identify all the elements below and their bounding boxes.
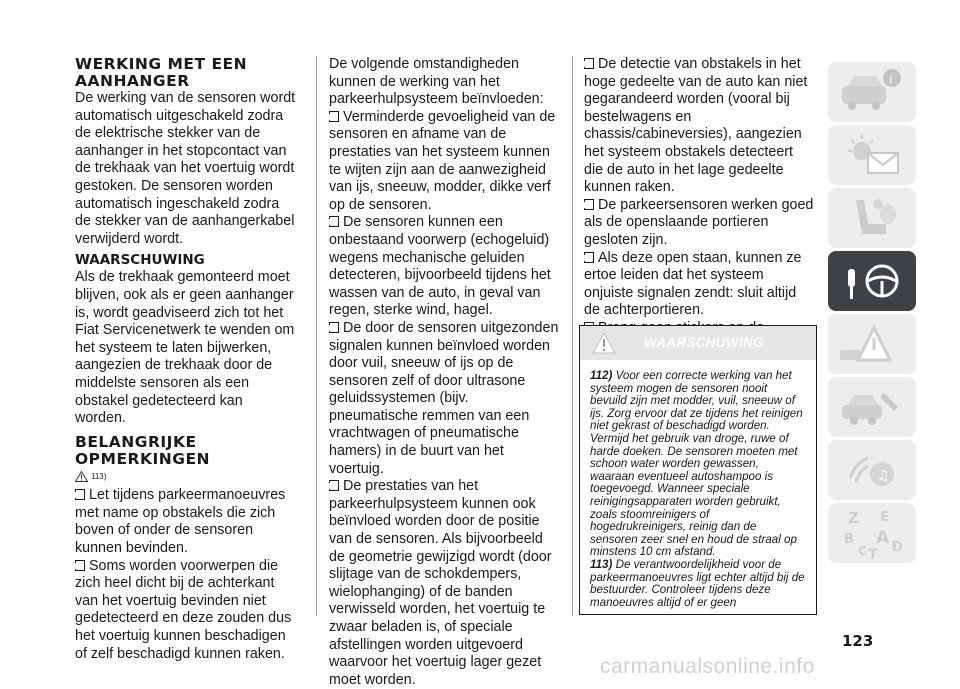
list-item: De door de sensoren uitgezonden signalen kunnen beïnvloed worden door vuil, sneeuw of ijs op de sensoren zelf of door ultrasone geluidssystemen (bijv. pneumatische remmen van een vrachtwagen of pneumatische hamers) in de buurt van het voertuig. (329, 319, 559, 477)
svg-text:i: i (889, 71, 893, 86)
svg-text:♫: ♫ (877, 468, 890, 484)
car-info-icon (828, 62, 916, 122)
warning-lights-icon (828, 125, 916, 185)
note-number: 112) (590, 369, 613, 382)
chapter-tabs (828, 62, 918, 566)
list-item: Soms worden voorwerpen die zich heel dicht bij de achterkant van het voertuig bevinden niet gedetecteerd en deze zouden dus het voertuig kunnen beschadigen of zelf beschadigd kunnen raken. (75, 557, 292, 662)
column-divider (572, 56, 573, 616)
list-item: Let tijdens parkeermanoeuvres met name op obstakels die zich boven of onder de sensoren kunnen bevinden. (75, 487, 286, 557)
footer-watermark: carmanualsonline.info (600, 655, 815, 678)
bullet-icon (329, 216, 339, 227)
car-service-icon (828, 377, 916, 437)
column-2 (329, 56, 561, 689)
tab-multimedia[interactable] (828, 440, 916, 500)
index-letters-icon (828, 503, 916, 563)
note-number: 113) (590, 557, 613, 571)
bullet-icon (75, 489, 85, 500)
note-text: Voor een correcte werking van het systeem mogen de sensoren nooit bevuild zijn met modder, vuil, sneeuw of ijs. Zorg ervoor dat ze tijdens het reinigen niet gekrast of beschadigd worden. Vermijd het gebruik van droge, ruwe of harde doeken. De sensoren moeten met schoon water worden gewassen, waaraan eventueel autoshampoo is toegevoegd. Wanneer speciale reinigingsapparaten worden gebruikt, zoals stoomreinigers of hogedrukreinigers, reinig dan de sensoren zeer snel en houd de straal op minstens 10 cm afstand. (590, 369, 803, 559)
section-heading-notes: BELANGRIJKE OPMERKINGEN (75, 432, 211, 468)
bullet-icon (584, 58, 594, 69)
warning-box-title: WAARSCHUWING (644, 335, 764, 350)
column-3 (584, 56, 816, 355)
bullet-icon (584, 199, 594, 210)
svg-text:E: E (880, 510, 889, 525)
tab-airbag-seat[interactable] (828, 188, 916, 248)
breakdown-triangle-icon (828, 314, 916, 374)
tab-key-steering-wheel[interactable] (828, 251, 916, 311)
tab-car-info[interactable] (828, 62, 916, 122)
bullet-icon (329, 111, 339, 122)
airbag-seat-icon (828, 188, 916, 248)
list-item: Als deze open staan, kunnen ze ertoe leiden dat het systeem onjuiste signalen zendt: sluit altijd de achterportieren. (584, 249, 802, 319)
warning-heading: WAARSCHUWING (75, 252, 205, 269)
list-item: De parkeersensoren werken goed als de openslaande portieren gesloten zijn. (584, 196, 814, 248)
tab-warning-lights[interactable] (828, 125, 916, 185)
warning-reference (75, 468, 297, 488)
tab-car-service[interactable] (828, 377, 916, 437)
svg-text:T: T (868, 547, 878, 563)
bullet-icon (584, 252, 594, 263)
bullet-icon (329, 322, 339, 333)
svg-text:Z: Z (848, 509, 859, 527)
svg-text:D: D (892, 540, 903, 555)
column-divider (316, 56, 317, 616)
list-item: De detectie van obstakels in het hoge gedeelte van de auto kan niet gegarandeerd worden (vooral bij bestelwagens en chassis/cabineversies), aangezien het systeem obstakels detecteert die de auto in het lage gedeelte kunnen raken. (584, 56, 808, 196)
note-text: De verantwoordelijkheid voor de parkeermanoeuvres ligt echter altijd bij de bestuurder. Controleer tijdens deze manoeuvres altijd of er geen (590, 557, 805, 609)
bullet-icon (329, 480, 339, 491)
list-item: De prestaties van het parkeerhulpsysteem kunnen ook beïnvloed worden door de positie van de sensoren. Als bijvoorbeeld de geometrie gewijzigd wordt (door slijtage van de schokdempers, wielophanging) of de banden verwisseld worden, het voertuig te zwaar beladen is, of speciale afstellingen worden uitgevoerd waarvoor het voertuig lager gezet moet worden. (329, 478, 552, 688)
list-item: Verminderde gevoeligheid van de sensoren en afname van de prestaties van het systeem kunnen te wijten zijn aan de aanwezigheid van ijs, sneeuw, modder, dikke verf op de sensoren. (329, 108, 556, 213)
reference-number: 113) (91, 471, 107, 481)
warning-box-header (580, 326, 816, 360)
tab-index[interactable] (828, 503, 916, 563)
column-1 (75, 56, 297, 663)
paragraph-towbar: Als de trekhaak gemonteerd moet blijven, ook als er geen aanhanger is, wordt geadviseerd zich tot het Fiat Servicenetwerk te wenden om het systeem te laten bijwerken, aangezien de trekhaak door de middelste sensoren als een obstakel gedetecteerd kan worden. (75, 269, 295, 427)
page-number: 123 (842, 632, 874, 650)
svg-text:C: C (858, 544, 867, 558)
multimedia-icon (828, 440, 916, 500)
svg-text:B: B (844, 532, 854, 547)
paragraph-intro: De volgende omstandigheden kunnen de werking van het parkeerhulpsysteem beïnvloeden: (329, 56, 544, 108)
section-heading-trailer: WERKING MET EEN AANHANGER (75, 55, 248, 90)
warning-box-text (580, 360, 816, 609)
bullet-icon (75, 560, 85, 571)
list-item: De sensoren kunnen een onbestaand voorwerp (echogeluid) wegens mechanische geluiden detecteren, bijvoorbeeld tijdens het wassen van de auto, in geval van regen, sterke wind, hagel. (329, 214, 551, 319)
tab-breakdown[interactable] (828, 314, 916, 374)
key-steering-wheel-icon (828, 251, 916, 311)
warning-triangle-icon (592, 332, 616, 359)
warning-box (579, 325, 817, 615)
warning-triangle-icon (75, 470, 88, 488)
paragraph-trailer: De werking van de sensoren wordt automatisch uitgeschakeld zodra de elektrische stekker van de aanhanger in het stopcontact van de trekhaak van het voertuig wordt gestoken. De sensoren worden automatisch ingeschakeld zodra de stekker van de aanhangerkabel verwijderd wordt. (75, 90, 296, 247)
svg-text:A: A (876, 528, 890, 548)
